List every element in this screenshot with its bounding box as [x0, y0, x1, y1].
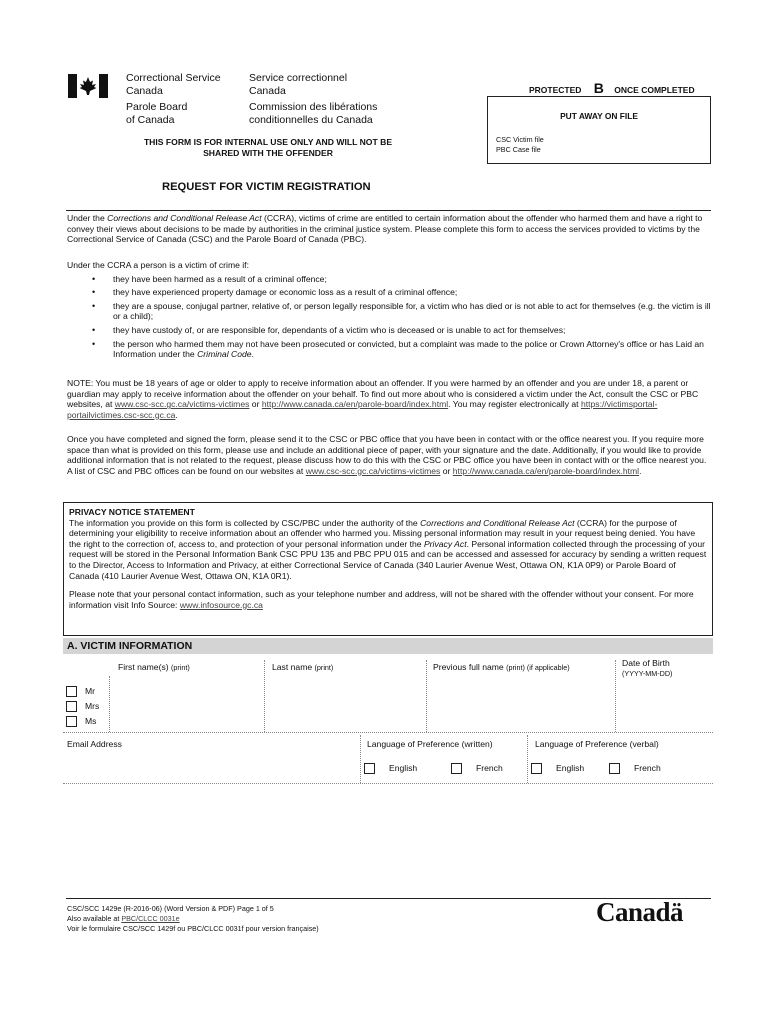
dept-name-french: Service correctionnel Canada Commission des libérations conditionnelles du Canada [249, 72, 378, 126]
first-name-input[interactable] [111, 678, 262, 730]
field-divider [109, 676, 110, 732]
canada-flag-icon [68, 74, 108, 98]
internal-use-notice: THIS FORM IS FOR INTERNAL USE ONLY AND WILL NOT BE SHARED WITH THE OFFENDER [143, 137, 393, 158]
field-divider [264, 660, 265, 732]
bullet-item: • they are a spouse, conjugal partner, relative of, or person legally responsible for, a victim who has died or is not able to act for themselves (e.g. the victim is ill or a child); [67, 301, 712, 322]
email-input[interactable] [66, 752, 358, 780]
dob-label: Date of Birth (YYYY-MM-DD) [622, 658, 673, 678]
victim-definition: Under the CCRA a person is a victim of crime if: • they have been harmed as a result of a criminal offence; • they have experienced property damage or economic loss as a result of a criminal offence; • they are a spouse, conjugal partner, relative of, or person legally responsible for, a victim who has died or is not able to act for themselves (e.g. the victim is ill or a child); • they have custody of, or are responsible for, dependants of a victim who is deceased or is unable to act for themselves; • the person who harmed them may not have been prosecuted or convicted, but a complaint was made to the police or Crown Attorney's office or has Laid an Information under the Criminal Code. [67, 260, 712, 363]
verbal-english-option: English [531, 763, 584, 774]
protected-label: PROTECTED B ONCE COMPLETED [529, 80, 695, 96]
ms-checkbox[interactable] [66, 716, 77, 727]
verbal-french-checkbox[interactable] [609, 763, 620, 774]
previous-name-label: Previous full name (print) (if applicable) [433, 662, 570, 672]
privacy-notice-box [63, 502, 713, 636]
language-verbal-label: Language of Preference (verbal) [535, 739, 659, 749]
previous-name-input[interactable] [428, 678, 613, 730]
bullet-item: • they have experienced property damage or economic loss as a result of a criminal offence; [67, 287, 712, 298]
footer-text: CSC/SCC 1429e (R-2016-06) (Word Version & PDF) Page 1 of 5 Also available at PBC/CLCC 0031e Voir le formulaire CSC/SCC 1429f ou PBC/CLCC 0031f pour version française) [67, 904, 319, 933]
pbc-link[interactable]: http://www.canada.ca/en/parole-board/index.html [261, 399, 449, 410]
mrs-checkbox[interactable] [66, 701, 77, 712]
privacy-text: The information you provide on this form is collected by CSC/PBC under the authority of the Corrections and Conditional Release Act (CCRA) for the purpose of determining your eligibility to receive information about an offender who harmed you. Missing personal information may result in your request being denied. You have the right to the correction of, access to, and protection of your personal information under the Privacy Act. Personal information collected through the processing of your request will be stored in the Personal Information Bank CSC PPU 135 and PBC PPU 015 and can be accessed and assessed for accuracy by sending a written request to the Director, Access to Information and Privacy, at either Correctional Service of Canada (340 Laurier Avenue West, Ottawa ON, K1A 0P9) or Parole Board of Canada (410 Laurier Avenue West, Ottawa ON, K1A 0R1). [69, 517, 707, 581]
bullet-item: • they have been harmed as a result of a criminal offence; [67, 274, 712, 285]
bullet-item: • the person who harmed them may not have been prosecuted or convicted, but a complaint was made to the police or Crown Attorney's office or has Laid an Information under the Criminal Code. [67, 339, 712, 360]
last-name-input[interactable] [266, 678, 424, 730]
intro-paragraph: Under the Corrections and Conditional Release Act (CCRA), victims of crime are entitled to certain information about the offender who harmed them and have a right to convey their views about decisions to be made by authorities in the criminal justice system. Please complete this form to access the services provided to victims by the Correctional Service of Canada (CSC) and the Parole Board of Canada (PBC). [67, 213, 703, 245]
title-rule [66, 210, 711, 211]
written-english-checkbox[interactable] [364, 763, 375, 774]
field-divider [615, 660, 616, 732]
field-divider [527, 735, 528, 783]
written-french-checkbox[interactable] [451, 763, 462, 774]
infosource-link[interactable]: www.infosource.gc.ca [179, 599, 263, 610]
row-divider [63, 732, 713, 733]
bullet-item: • they have custody of, or are responsible for, dependants of a victim who is deceased or is unable to act for themselves; [67, 325, 712, 336]
email-label: Email Address [67, 739, 122, 749]
written-english-option: English [364, 763, 417, 774]
csc-victims-link[interactable]: www.csc-scc.gc.ca/victims-victimes [114, 399, 250, 410]
dob-input[interactable] [617, 678, 711, 730]
privacy-contact-text: Please note that your personal contact information, such as your telephone number and address, will not be shared with the offender without your consent. For more information visit Info Source: www.infosource.gc.ca [69, 589, 694, 610]
mr-checkbox[interactable] [66, 686, 77, 697]
dept-name-english: Correctional Service Canada Parole Board of Canada [126, 72, 221, 126]
submission-paragraph: Once you have completed and signed the form, please send it to the CSC or PBC office that you have been in contact with or the office nearest you. If you require more space than what is provided on this form, please use and include an additional piece of paper, with your signature and the date. Additionally, if you would like to provide additional information that is not related to the request, please discuss how to do this with the CSC or PBC office you have been in contact with or the office nearest you. A list of CSC and PBC offices can be found on our websites at www.csc-scc.gc.ca/victims-victimes or http://www.canada.ca/en/parole-board/index.html. [67, 434, 707, 476]
csc-victims-link[interactable]: www.csc-scc.gc.ca/victims-victimes [305, 465, 441, 476]
privacy-heading: PRIVACY NOTICE STATEMENT [69, 507, 195, 517]
pbc-form-link[interactable]: PBC/CLCC 0031e [121, 914, 180, 923]
verbal-french-option: French [609, 763, 661, 774]
section-a-header: A. VICTIM INFORMATION [63, 638, 713, 654]
last-name-label: Last name (print) [272, 662, 334, 672]
file-box: PUT AWAY ON FILE CSC Victim file PBC Case file [487, 96, 711, 164]
note-paragraph: NOTE: You must be 18 years of age or older to apply to receive information about an offender. If you were harmed by an offender and you are under 18, a parent or guardian may apply to receive information about the offender on your behalf. To find out more about who is considered a victim under the Act, consult the CSC or PBC websites, at www.csc-scc.gc.ca/victims-victimes or http://www.canada.ca/en/parole-board/index.html. You may register electronically at https://victimsportal-portailvictimes.csc-scc.gc.ca. [67, 378, 699, 420]
title-options: Mr Mrs Ms [66, 684, 99, 729]
field-divider [360, 735, 361, 783]
victims-portal-link[interactable]: https://victimsportal-portailvictimes.csc-scc.gc.ca [67, 399, 658, 420]
verbal-english-checkbox[interactable] [531, 763, 542, 774]
first-name-label: First name(s) (print) [118, 662, 190, 672]
row-divider [63, 783, 713, 784]
language-written-label: Language of Preference (written) [367, 739, 493, 749]
field-divider [426, 660, 427, 732]
pbc-link[interactable]: http://www.canada.ca/en/parole-board/index.html [452, 465, 640, 476]
canada-wordmark: Canadä [596, 897, 684, 927]
written-french-option: French [451, 763, 503, 774]
form-title: REQUEST FOR VICTIM REGISTRATION [162, 181, 371, 193]
